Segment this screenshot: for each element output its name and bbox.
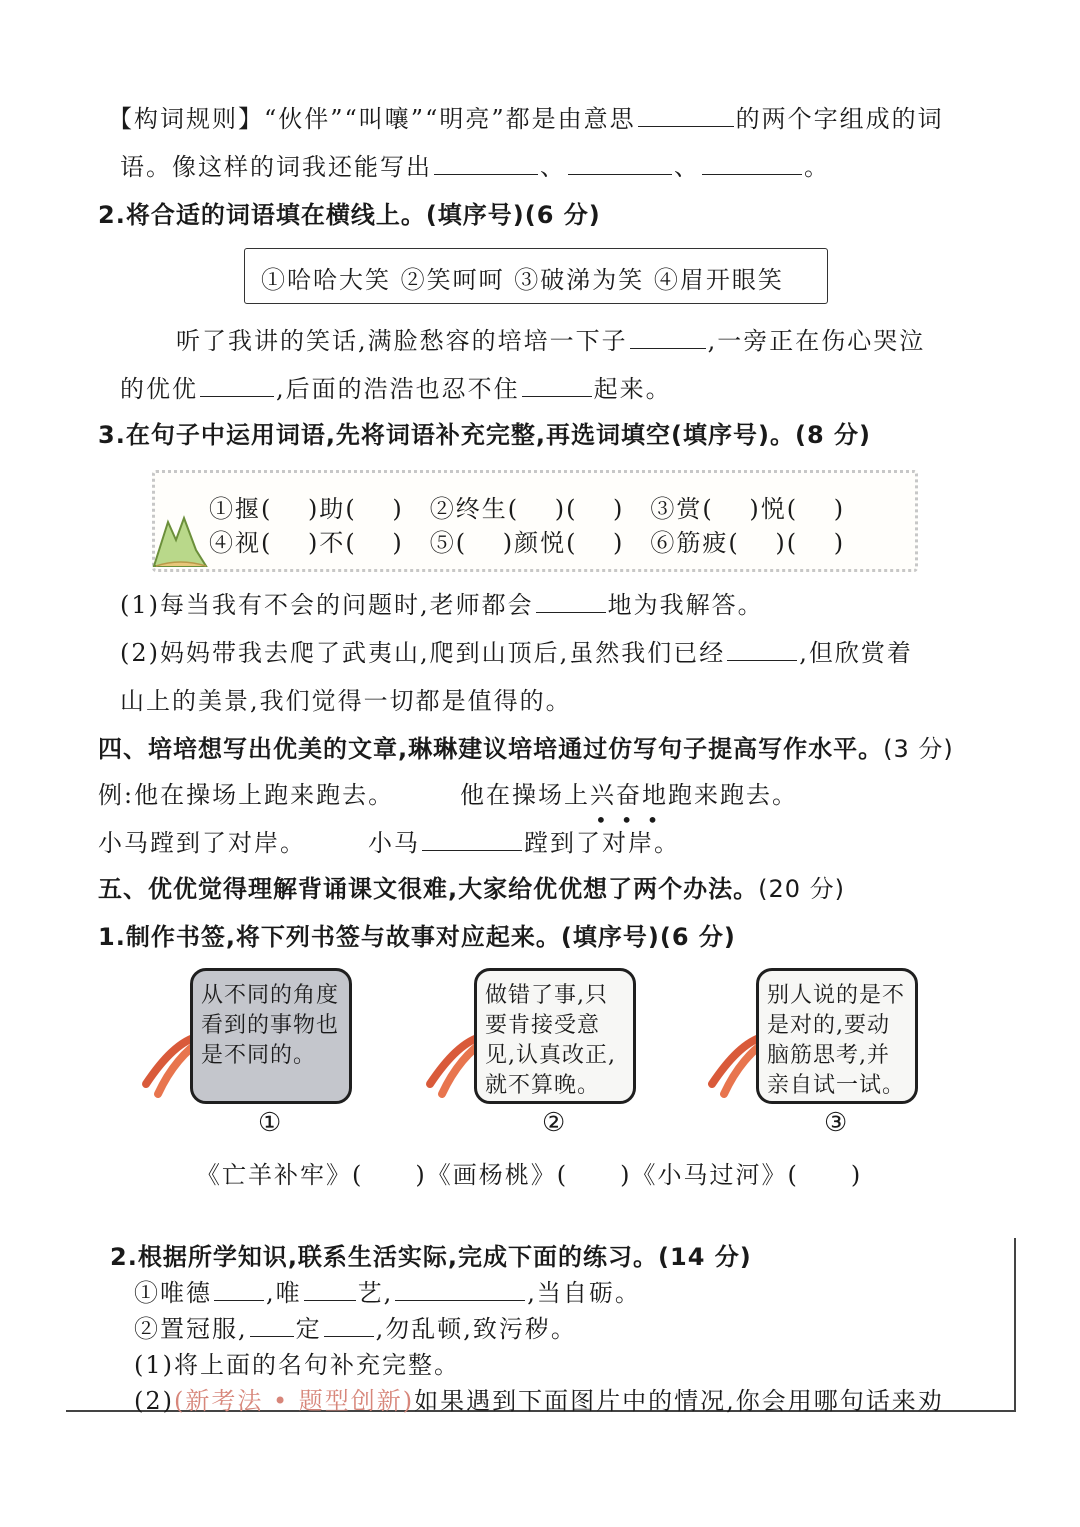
q3-words-row-1: ①揠( )助( ) ②终生( )( ) ③赏( )悦( ) [209, 495, 846, 523]
rule-text-c: 语。像这样的词我还能写出 [120, 153, 432, 181]
comma-1: 、 [540, 153, 566, 181]
motto-2 [134, 1314, 577, 1344]
blank-word-2[interactable] [568, 152, 672, 175]
bookmark-card-1: 从不同的角度看到的事物也是不同的。 [190, 968, 352, 1104]
rule-line-2 [120, 152, 830, 182]
comma-2: 、 [674, 153, 700, 181]
q2-s1-a: 听了我讲的笑话,满脸愁容的培培一下子 [176, 327, 628, 355]
q2-sentence-1 [176, 326, 925, 356]
bookmark-num-2: ② [542, 1108, 566, 1138]
blank-meaning[interactable] [638, 104, 734, 127]
q3-title: 3.在句子中运用词语,先将词语补充完整,再选词填空(填序号)。(8 分) [98, 421, 871, 449]
sec5-q1-title: 1.制作书签,将下列书签与故事对应起来。(填序号)(6 分) [98, 923, 736, 951]
bookmark-3 [706, 968, 936, 1148]
bookmark-2 [424, 968, 654, 1148]
bookmark-card-2: 做错了事,只要肯接受意见,认真改正,就不算晚。 [474, 968, 636, 1104]
sec4-question-a: 小马蹚到了对岸。 [98, 829, 306, 857]
motto-blank-3[interactable] [395, 1278, 525, 1301]
q3-blank-1[interactable] [536, 590, 606, 613]
motto-blank-1[interactable] [214, 1278, 264, 1301]
q2-title: 2.将合适的词语填在横线上。(填序号)(6 分) [98, 201, 601, 229]
q3-blank-2[interactable] [727, 638, 797, 661]
q3-s2-b: ,但欣赏着 [799, 639, 913, 667]
q2-blank-1[interactable] [630, 326, 706, 349]
q2-blank-2[interactable] [200, 374, 274, 397]
q2-options-box [244, 248, 828, 304]
motto-blank-2[interactable] [304, 1278, 356, 1301]
sec5-title-text: 五、优优觉得理解背诵课文很难,大家给优优想了两个办法。 [98, 875, 759, 903]
sec4-example-b: 他在操场上兴奋地跑来跑去。 [460, 781, 798, 809]
rule-text-b: 的两个字组成的词 [735, 105, 944, 133]
sec5-q2-title: 2.根据所学知识,联系生活实际,完成下面的练习。(14 分) [110, 1243, 752, 1271]
motto-1-a: ①唯德 [134, 1279, 212, 1307]
q2-s2-b: ,后面的浩浩也忍不住 [276, 375, 520, 403]
new-exam-tag: (新考法 • 题型创新) [174, 1387, 415, 1415]
q2-s1-b: ,一旁正在伤心哭泣 [707, 327, 926, 355]
period: 。 [804, 153, 830, 181]
emphasis-dots: ••• [595, 808, 673, 832]
rule-text-a: 【构词规则】“伙伴”“叫嚷”“明亮”都是由意思 [108, 105, 636, 133]
sec4-title-text: 四、培培想写出优美的文章,琳琳建议培培通过仿写句子提高写作水平。 [98, 735, 884, 763]
motto-blank-5[interactable] [324, 1314, 374, 1337]
q3-s1-a: (1)每当我有不会的问题时,老师都会 [120, 591, 534, 619]
q3-s2-a: (2)妈妈带我去爬了武夷山,爬到山顶后,虽然我们已经 [120, 639, 726, 667]
sec4-q-b: 小马 [368, 829, 420, 857]
q3-sentence-2 [120, 638, 913, 668]
sec4-blank[interactable] [422, 828, 522, 851]
motto-blank-4[interactable] [250, 1314, 294, 1337]
sec4-question-b [368, 828, 680, 858]
sec5-score: (20 分) [758, 875, 846, 903]
q2-options: ①哈哈大笑 ②笑呵呵 ③破涕为笑 ④眉开眼笑 [261, 266, 784, 294]
mountain-icon [150, 510, 210, 570]
motto-1 [134, 1278, 641, 1308]
q2-s2-a: 的优优 [120, 375, 198, 403]
q3-sentence-3: 山上的美景,我们觉得一切都是值得的。 [120, 687, 572, 715]
q2-s2-c: 起来。 [593, 375, 672, 403]
sec4-q-c: 蹚到了对岸。 [524, 829, 680, 857]
bookmark-num-3: ③ [824, 1108, 848, 1138]
motto-2-b: 定 [295, 1315, 322, 1343]
story-matching: 《亡羊补牢》( )《画杨桃》( )《小马过河》( ) [196, 1161, 863, 1189]
q3-sentence-1 [120, 590, 764, 620]
blank-word-1[interactable] [434, 152, 538, 175]
motto-1-b: ,唯 [266, 1279, 302, 1307]
sec4-example-a: 例:他在操场上跑来跑去。 [98, 781, 395, 809]
q3-words-box [152, 470, 918, 572]
motto-2-a: ②置冠服, [134, 1315, 248, 1343]
q3-s1-b: 地为我解答。 [607, 591, 764, 619]
bookmark-num-1: ① [258, 1108, 282, 1138]
motto-2-c: ,勿乱顿,致污秽。 [375, 1315, 577, 1343]
sub-question-1: (1)将上面的名句补充完整。 [134, 1351, 460, 1379]
blank-word-3[interactable] [702, 152, 802, 175]
bookmark-card-3: 别人说的是不是对的,要动脑筋思考,并亲自试一试。 [756, 968, 918, 1104]
rule-line-1 [108, 104, 944, 134]
sec5-title [98, 874, 845, 904]
right-border [1014, 1238, 1016, 1410]
sec4-title [98, 734, 954, 764]
motto-1-c: 艺, [357, 1279, 394, 1307]
sub2-prefix: (2) [134, 1387, 174, 1415]
q3-words-row-2: ④视( )不( ) ⑤( )颜悦( ) ⑥筋疲( )( ) [209, 529, 846, 557]
q2-sentence-2 [120, 374, 672, 404]
sub-question-2 [134, 1386, 944, 1416]
sec4-score: (3 分) [883, 735, 954, 763]
motto-1-d: ,当自砺。 [527, 1279, 641, 1307]
sub2-text: 如果遇到下面图片中的情况,你会用哪句话来劝 [414, 1387, 944, 1415]
bookmark-1 [140, 968, 370, 1148]
q2-blank-3[interactable] [522, 374, 592, 397]
